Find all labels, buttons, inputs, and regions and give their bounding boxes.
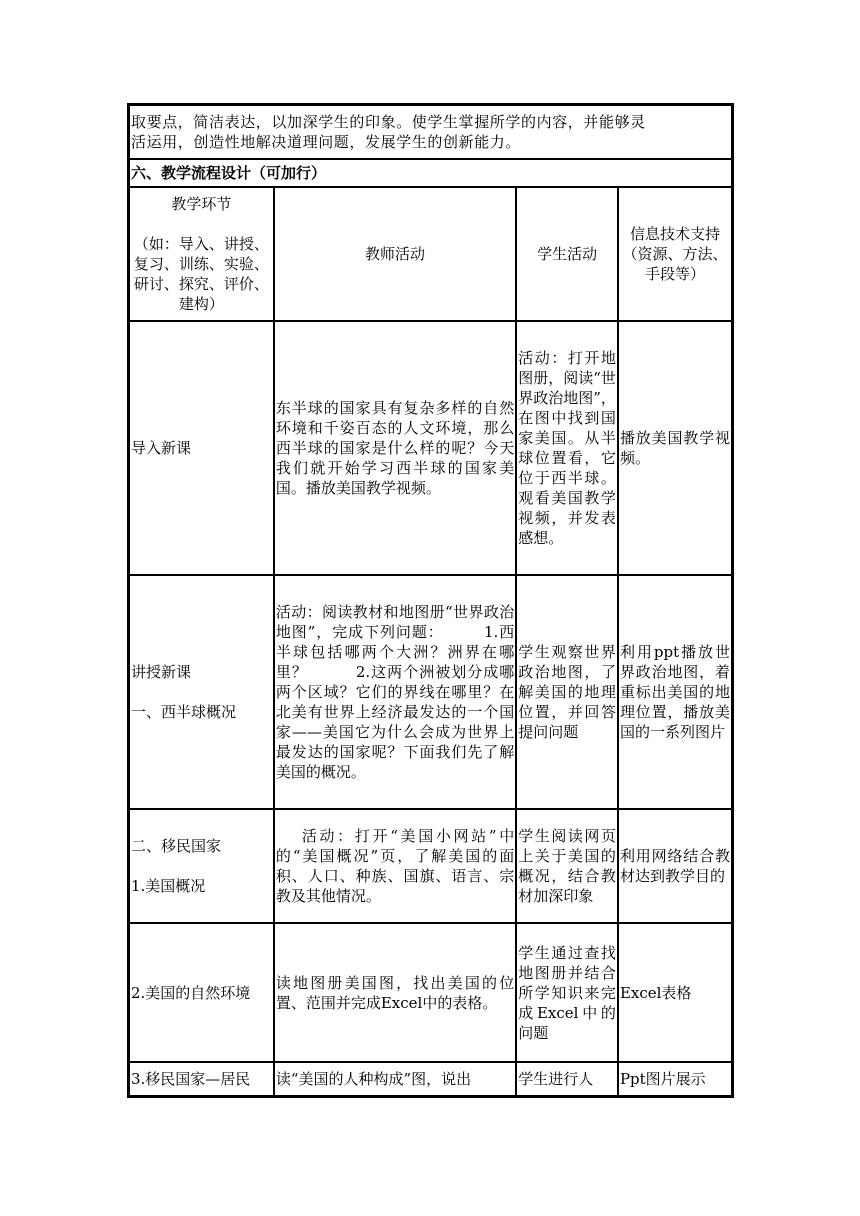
lesson-plan-table: [127, 103, 734, 1098]
stage-cell: [129, 1062, 274, 1096]
intro-line-2: 活运用，创造性地解决道理问题，发展学生的创新能力。: [131, 133, 522, 151]
student-cell: 学生阅读网页上关于美国的概况，结合教材加深印象: [516, 809, 618, 923]
header-teacher: 教师活动: [274, 187, 516, 321]
table-header-row: [129, 187, 732, 321]
stage-label: 导入新课: [131, 439, 192, 457]
stage-label: 二、移民国家: [131, 837, 222, 855]
student-cell: 活动：打开地图册，阅读“世界政治地图”，在图中找到国家美国。从半球位置看，它位于西半球。观看美国教学视频，并发表感想。: [516, 321, 618, 575]
student-cell: 学生观察世界政治地图，了解美国的地理位置，并回答提问问题: [516, 575, 618, 809]
tech-cell: Ppt图片展示: [618, 1062, 732, 1096]
tech-cell: 利用网络结合教材达到教学目的: [618, 809, 732, 923]
teacher-cell: 活动：打开“美国小网站”中的“美国概况”页，了解美国的面积、人口、种族、国旗、语言、宗教及其他情况。: [274, 809, 516, 923]
section-row: [129, 159, 732, 187]
teacher-cell: 读“美国的人种构成”图，说出: [274, 1062, 516, 1096]
intro-row: [129, 105, 732, 159]
table-row: [129, 321, 732, 575]
stage-cell: [129, 321, 274, 575]
table-row: [129, 1062, 732, 1096]
stage-cell: [129, 923, 274, 1062]
teacher-cell: 读地图册美国图，找出美国的位置、范围并完成Excel中的表格。: [274, 923, 516, 1062]
section-title: 六、教学流程设计（可加行）: [129, 159, 732, 187]
table-row: [129, 575, 732, 809]
header-tech: 信息技术支持（资源、方法、手段等）: [618, 187, 732, 321]
teacher-cell: 活动：阅读教材和地图册“世界政治地图”，完成下列问题： 1.西半球包括哪两个大洲？洲界在哪里？ 2.这两个洲被划分成哪两个区域？它们的界线在哪里？在北美有世界上经济最发达的一个国家——美国它为什么会成为世界上最发达的国家呢？下面我们先了解美国的概况。: [274, 575, 516, 809]
table-row: [129, 923, 732, 1062]
student-cell: 学生进行人: [516, 1062, 618, 1096]
intro-text: [129, 105, 732, 159]
header-stage-title: 教学环节: [171, 195, 232, 213]
table-row: [129, 809, 732, 923]
teacher-cell: 东半球的国家具有复杂多样的自然环境和千姿百态的人文环境，那么西半球的国家是什么样的呢？今天我们就开始学习西半球的国家美国。播放美国教学视频。: [274, 321, 516, 575]
stage-label: 讲授新课: [131, 663, 192, 681]
intro-line-1: 取要点，简洁表达，以加深学生的印象。使学生掌握所学的内容，并能够灵: [131, 113, 646, 131]
stage-sublabel: 1.美国概况: [131, 877, 206, 895]
tech-cell: 利用ppt播放世界政治地图，着重标出美国的地理位置，播放美国的一系列图片: [618, 575, 732, 809]
stage-sublabel: 一、西半球概况: [131, 703, 237, 721]
tech-cell: Excel表格: [618, 923, 732, 1062]
header-student: 学生活动: [516, 187, 618, 321]
stage-label: 3.移民国家—居民: [131, 1070, 251, 1088]
student-cell: 学生通过查找地图册并结合所学知识来完成Excel中的问题: [516, 923, 618, 1062]
header-stage: [129, 187, 274, 321]
stage-cell: [129, 575, 274, 809]
stage-label: 2.美国的自然环境: [131, 983, 251, 1002]
header-stage-note: （如：导入、讲授、复习、训练、实验、研讨、探究、评价、建构）: [133, 235, 269, 313]
stage-cell: [129, 809, 274, 923]
tech-cell: 播放美国教学视频。: [618, 321, 732, 575]
